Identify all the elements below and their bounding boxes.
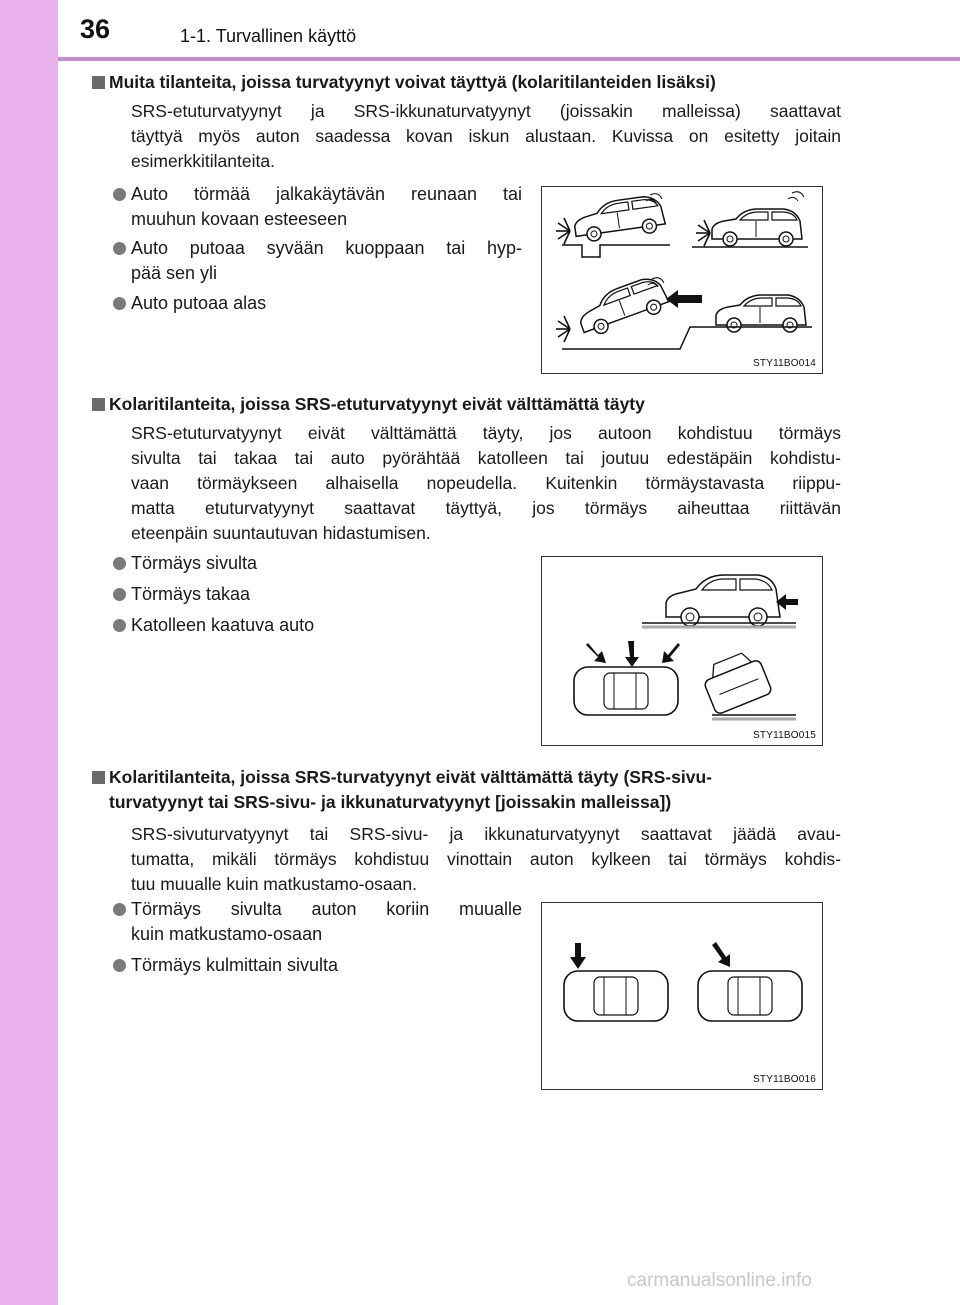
- list-item: Auto putoaa alas: [131, 291, 266, 316]
- bullet-icon: [113, 557, 126, 570]
- bullet-icon: [113, 188, 126, 201]
- list-item: Törmäys kulmittain sivulta: [131, 953, 338, 978]
- section-body: SRS-etuturvatyynyt ja SRS-ikkunaturvatyynyt (joissakin malleissa) saattavat täyttyä myös auton saadessa kovan iskun alustaan. Kuvissa on esitetty joitain esimerkkitilanteita.: [131, 101, 841, 171]
- bullet-icon: [113, 588, 126, 601]
- list-item: Törmäys sivulta: [131, 551, 257, 576]
- bullet-icon: [113, 903, 126, 916]
- section-heading: Kolaritilanteita, joissa SRS-etuturvatyynyt eivät välttämättä täyty: [109, 392, 854, 417]
- list-item: Katolleen kaatuva auto: [131, 613, 314, 638]
- bullet-icon: [113, 242, 126, 255]
- bullet-icon: [113, 619, 126, 632]
- section-body: SRS-etuturvatyynyt eivät välttämättä täyty, jos autoon kohdistuu törmäys sivulta tai takaa tai auto pyörähtää katolleen tai joutuu edestäpäin kohdistu- vaan törmäykseen alhaisella nopeudella. Kuitenkin törmäystavasta riippu- matta etuturvatyynyt saattavat täyttyä, jos törmäys aiheuttaa riittävän eteenpäin suuntautuvan hidastumisen.: [131, 423, 841, 543]
- illustration-side-rear-rollover: [541, 556, 823, 746]
- list-item: Törmäys sivulta auton koriin muualle kuin matkustamo-osaan: [131, 897, 522, 947]
- header-divider: [58, 57, 960, 61]
- heading-square-icon: [92, 771, 105, 784]
- heading-square-icon: [92, 398, 105, 411]
- bullet-icon: [113, 959, 126, 972]
- chapter-title: 1-1. Turvallinen käyttö: [180, 26, 357, 46]
- figure-code: STY11BO016: [753, 1074, 816, 1085]
- figure-code: STY11BO015: [753, 730, 816, 741]
- bullet-icon: [113, 297, 126, 310]
- section-body: SRS-sivuturvatyynyt tai SRS-sivu- ja ikkunaturvatyynyt saattavat jäädä avau- tumatta, mikäli törmäys kohdistuu vinottain auton kylkeen tai törmäys kohdis- tuu muualle kuin matkustamo-osaan.: [131, 824, 841, 894]
- illustration-hard-impacts: [541, 186, 823, 374]
- list-item: Auto törmää jalkakäytävän reunaan tai muuhun kovaan esteeseen: [131, 182, 522, 232]
- section-heading: Kolaritilanteita, joissa SRS-turvatyynyt eivät välttämättä täyty (SRS-sivu- turvatyynyt tai SRS-sivu- ja ikkunaturvatyynyt [joissakin malleissa]): [109, 765, 854, 815]
- section-heading: Muita tilanteita, joissa turvatyynyt voivat täyttyä (kolaritilanteiden lisäksi): [109, 70, 854, 95]
- figure-code: STY11BO014: [753, 358, 816, 369]
- heading-square-icon: [92, 76, 105, 89]
- side-tab-bar: [0, 0, 58, 1305]
- page-number: 36: [80, 14, 111, 44]
- watermark: carmanualsonline.info: [627, 1270, 812, 1291]
- list-item: Törmäys takaa: [131, 582, 250, 607]
- illustration-oblique-impacts: [541, 902, 823, 1090]
- list-item: Auto putoaa syvään kuoppaan tai hyp- pää sen yli: [131, 236, 522, 286]
